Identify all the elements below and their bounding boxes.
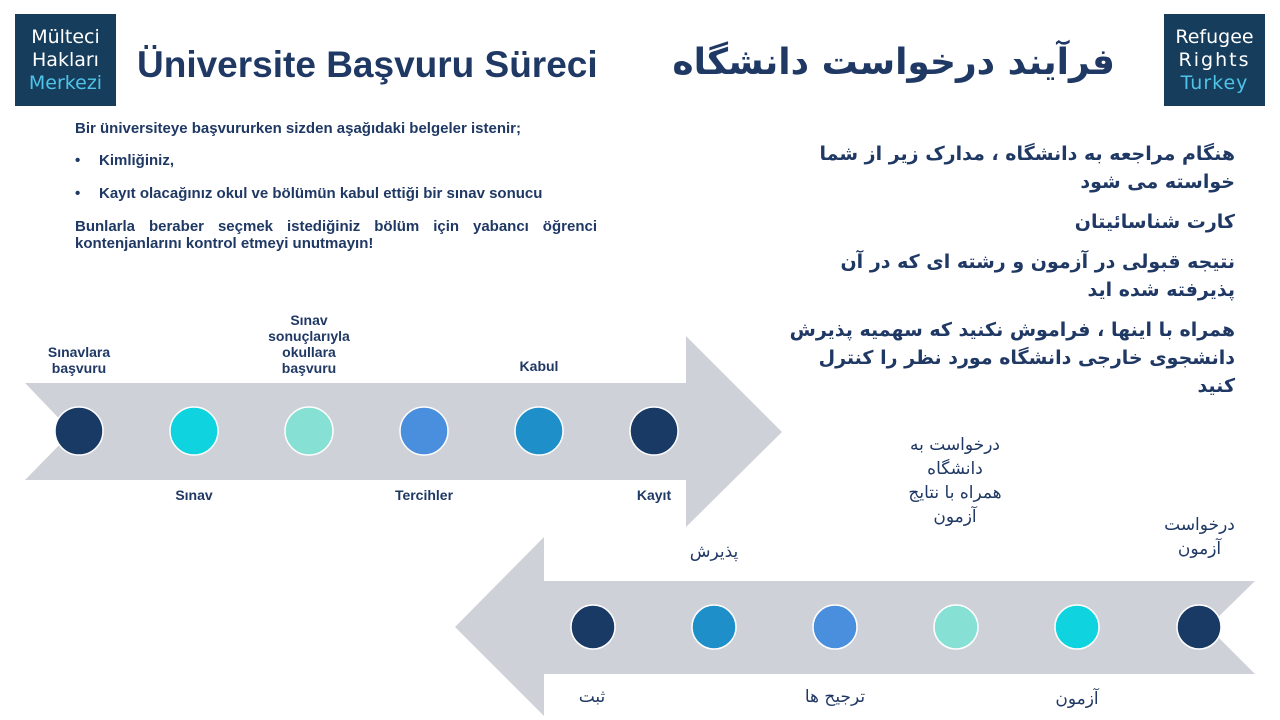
step-circle-tr-6: [630, 407, 678, 455]
logo-left-line-1: Mülteci: [31, 25, 100, 48]
tr-step-label-exam: Sınav: [175, 487, 213, 503]
persian-intro: هنگام مراجعه به دانشگاه ، مدارک زیر از شما خواسته می شود: [819, 143, 1235, 193]
turkish-bullet-exam-result: • Kayıt olacağınız okul ve bölümün kabul ettiği bir sınav sonucu: [75, 185, 543, 202]
tr-step-label-preferences: Tercihler: [394, 487, 454, 503]
logo-left-line-3: Merkezi: [28, 71, 103, 94]
page-title-persian: فرآیند درخواست دانشگاه: [672, 42, 1115, 83]
logo-right-line-3: Turkey: [1180, 71, 1249, 94]
fa-step-label-preferences: ترجیح ها: [804, 687, 866, 707]
persian-item-exam-result: نتیجه قبولی در آزمون و رشته ای که در آن پذیرفته شده اید: [840, 251, 1235, 301]
step-circle-tr-3: [285, 407, 333, 455]
fa-step-label-university-application: درخواست به دانشگاه همراه با نتایج آزمون: [908, 435, 1002, 527]
fa-step-label-registration: ثبت: [578, 687, 606, 707]
turkish-bullet-id: • Kimliğiniz,: [75, 152, 597, 169]
fa-step-label-acceptance: پذیرش: [689, 542, 739, 562]
step-circle-fa-5: [692, 605, 736, 649]
step-circle-fa-1: [1177, 605, 1221, 649]
step-circle-fa-2: [1055, 605, 1099, 649]
step-circle-tr-5: [515, 407, 563, 455]
logo-right-line-1: Refugee: [1175, 25, 1254, 48]
step-circle-tr-4: [400, 407, 448, 455]
tr-step-label-exam-application: Sınavlara başvuru: [47, 344, 111, 376]
logo-right-line-2: Rights: [1178, 48, 1251, 71]
tr-step-label-school-application: Sınav sonuçlarıyla okullara başvuru: [268, 312, 350, 376]
logo-left-line-2: Hakları: [32, 48, 99, 71]
turkish-intro: Bir üniversiteye başvururken sizden aşağıdaki belgeler istenir;: [75, 120, 522, 137]
page-title-turkish: Üniversite Başvuru Süreci: [137, 44, 598, 85]
step-circle-tr-2: [170, 407, 218, 455]
fa-step-label-exam-application: درخواست آزمون: [1164, 515, 1235, 559]
fa-step-label-exam: آزمون: [1055, 689, 1099, 709]
step-circle-fa-3: [934, 605, 978, 649]
step-circle-tr-1: [55, 407, 103, 455]
tr-step-label-registration: Kayıt: [636, 487, 672, 503]
persian-note: همراه با اینها ، فراموش نکنید که سهمیه پذیرش دانشجوی خارجی دانشگاه مورد نظر را کنترل کنید: [789, 319, 1235, 397]
step-circle-fa-4: [813, 605, 857, 649]
step-circle-fa-6: [571, 605, 615, 649]
tr-step-label-acceptance: Kabul: [519, 358, 559, 374]
turkish-note: Bunlarla beraber seçmek istediğiniz bölüm için yabancı öğrenci kontenjanlarını kontrol etmeyi unutmayın!: [75, 218, 597, 252]
persian-item-id-card: کارت شناسائیتان: [1074, 211, 1235, 233]
